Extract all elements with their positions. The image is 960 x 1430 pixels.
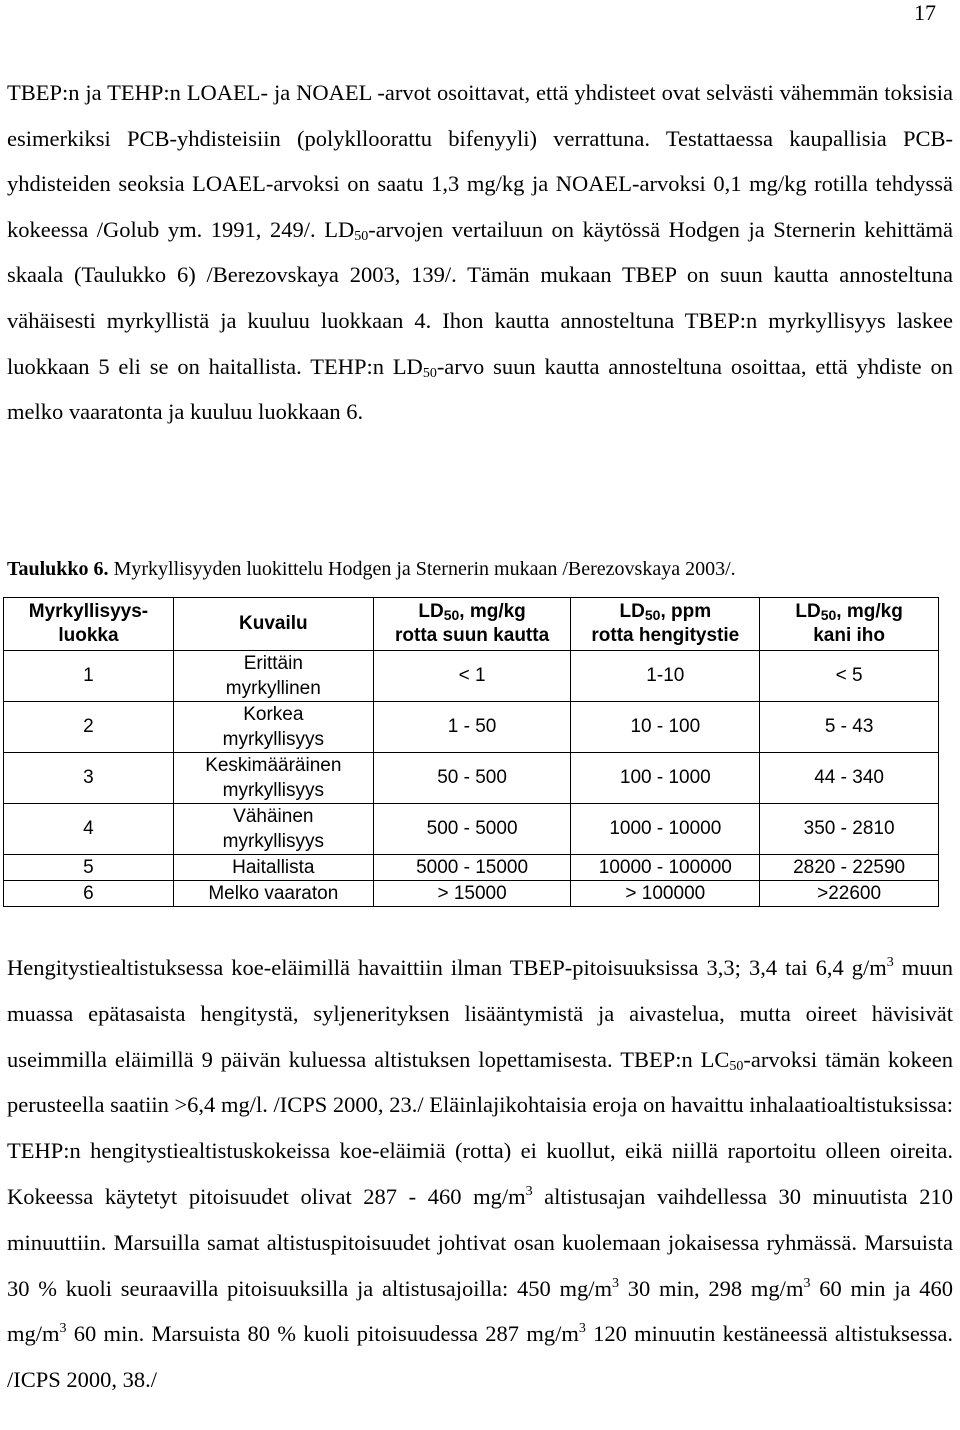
toxicity-classification-table xyxy=(3,597,939,907)
para1-text-2: -arvojen vertailuun on käytössä Hodgen ja Sternerin kehittämä skaala (Taulukko 6) /Berezovskaya 2003, 139/. Tämän mukaan TBEP on suun kautta annosteltuna vähäisesti myrkyllistä ja kuuluu luokkaan 4. Ihon kautta annosteltuna TBEP:n myrkyllisyys laskee luokkaan 5 eli se on haitallista. TEHP:n LD xyxy=(7,216,954,379)
cell-class: 3 xyxy=(4,753,174,804)
table-header-row xyxy=(4,598,939,651)
para1-text-1: TBEP:n ja TEHP:n LOAEL- ja NOAEL -arvot osoittavat, että yhdisteet ovat selvästi vähemmän toksisia esimerkiksi PCB-yhdisteisiin (polyklloorattu bifenyyli) verrattuna. Testattaessa kaupallisia PCB-yhdisteiden seoksia LOAEL-arvoksi on saatu 1,3 mg/kg ja NOAEL-arvoksi 0,1 mg/kg rotilla tehdyssä kokeessa /Golub ym. 1991, 249/. LD xyxy=(7,80,953,242)
header-ld50-rat-inhalation: $LD_{50}$, ppm rotta hengitystie xyxy=(571,598,760,651)
table-caption xyxy=(7,558,736,581)
cell-dermal: 350 - 2810 xyxy=(760,804,939,855)
para2-superscript-2: 3 xyxy=(525,1183,533,1199)
para1-text-3: -arvo suun kautta annosteltuna osoittaa, että yhdiste on melko vaaratonta ja kuuluu luokkaan 6. xyxy=(7,353,953,425)
table-row xyxy=(4,651,939,702)
para2-superscript-5: 3 xyxy=(59,1321,67,1337)
cell-inhalation: 1-10 xyxy=(571,651,760,702)
cell-oral: 500 - 5000 xyxy=(373,804,571,855)
header-description: Kuvailu xyxy=(173,598,373,651)
para1-subscript-2: 50 xyxy=(422,365,437,381)
header-ld50-rat-oral: $LD_{50}$, mg/kg rotta suun kautta xyxy=(373,598,571,651)
cell-description: Korkea myrkyllisyys xyxy=(173,702,373,753)
cell-class: 2 xyxy=(4,702,174,753)
header-ld50-rabbit-dermal: $LD_{50}$, mg/kg kani iho xyxy=(760,598,939,651)
cell-description: Keskimääräinen myrkyllisyys xyxy=(173,753,373,804)
cell-oral: 5000 - 15000 xyxy=(373,855,571,881)
para2-text-8: 120 minuutin kestäneessä altistuksessa. /ICPS 2000, 38./ xyxy=(7,1321,954,1393)
para2-text-2: muun muassa epätasaista hengitystä, syljenerityksen lisääntymistä ja aivastelua, mutta oireet hävisivät useimmilla eläimillä 9 päivän kuluessa altistuksen lopettamisesta. TBEP:n LC xyxy=(7,955,953,1072)
cell-oral: < 1 xyxy=(373,651,571,702)
cell-class: 6 xyxy=(4,881,174,907)
cell-inhalation: > 100000 xyxy=(571,881,760,907)
para2-text-6: 60 min ja 460 mg/m xyxy=(7,1275,953,1347)
para2-text-3: -arvoksi tämän kokeen perusteella saatiin >6,4 mg/l. /ICPS 2000, 23./ Eläinlajikohtaisia eroja on havaittu inhalaatioaltistuksissa: TEHP:n hengitystiealtistuskokeissa koe-eläimiä (rotta) ei kuollut, eikä niillä raportoitu olleen oireita. Kokeessa käytetyt pitoisuudet olivat 287 - 460 mg/m xyxy=(7,1046,953,1209)
para2-superscript-6: 3 xyxy=(578,1321,586,1337)
cell-description: Melko vaaraton xyxy=(173,881,373,907)
cell-description: Vähäinen myrkyllisyys xyxy=(173,804,373,855)
para2-superscript-3: 3 xyxy=(612,1275,620,1291)
para2-subscript-1: 50 xyxy=(729,1058,744,1074)
para1-subscript-1: 50 xyxy=(354,228,369,244)
table-row xyxy=(4,753,939,804)
paragraph-ld50-comparison xyxy=(7,70,953,435)
header-toxicity-class: Myrkyllisyys- luokka xyxy=(4,598,174,651)
page-number: 17 xyxy=(914,0,936,25)
para2-superscript-1: 3 xyxy=(886,955,894,970)
table-row xyxy=(4,881,939,907)
para2-text-7: 60 min. Marsuista 80 % kuoli pitoisuudessa 287 mg/m xyxy=(66,1321,579,1347)
cell-oral: 1 - 50 xyxy=(373,702,571,753)
cell-dermal: 5 - 43 xyxy=(760,702,939,753)
para2-superscript-4: 3 xyxy=(803,1275,811,1291)
cell-class: 4 xyxy=(4,804,174,855)
cell-inhalation: 10000 - 100000 xyxy=(571,855,760,881)
cell-description: Haitallista xyxy=(173,855,373,881)
cell-dermal: < 5 xyxy=(760,651,939,702)
cell-oral: 50 - 500 xyxy=(373,753,571,804)
cell-inhalation: 10 - 100 xyxy=(571,702,760,753)
para2-text-4: altistusajan vaihdellessa 30 minuutista 210 minuuttiin. Marsuilla samat altistuspitoisuudet johtivat osan kuolemaan jokaisessa ryhmässä. Marsuista 30 % kuoli seuraavilla pitoisuuksilla ja altistusajoilla: 450 mg/m xyxy=(7,1183,953,1301)
table-caption-label: Taulukko 6. xyxy=(7,558,109,580)
table-row xyxy=(4,855,939,881)
cell-description: Erittäin myrkyllinen xyxy=(173,651,373,702)
table-caption-text: Myrkyllisyyden luokittelu Hodgen ja Sternerin mukaan /Berezovskaya 2003/. xyxy=(108,558,736,580)
cell-inhalation: 100 - 1000 xyxy=(571,753,760,804)
cell-class: 1 xyxy=(4,651,174,702)
para2-text-1: Hengitystiealtistuksessa koe-eläimillä havaittiin ilman TBEP-pitoisuuksissa 3,3; 3,4 tai 6,4 g/m xyxy=(7,955,887,980)
table-row xyxy=(4,804,939,855)
cell-dermal: 44 - 340 xyxy=(760,753,939,804)
para2-text-5: 30 min, 298 mg/m xyxy=(619,1275,804,1301)
cell-oral: > 15000 xyxy=(373,881,571,907)
cell-dermal: 2820 - 22590 xyxy=(760,855,939,881)
cell-inhalation: 1000 - 10000 xyxy=(571,804,760,855)
cell-dermal: >22600 xyxy=(760,881,939,907)
table-row xyxy=(4,702,939,753)
cell-class: 5 xyxy=(4,855,174,881)
paragraph-inhalation-exposure xyxy=(7,945,953,1403)
